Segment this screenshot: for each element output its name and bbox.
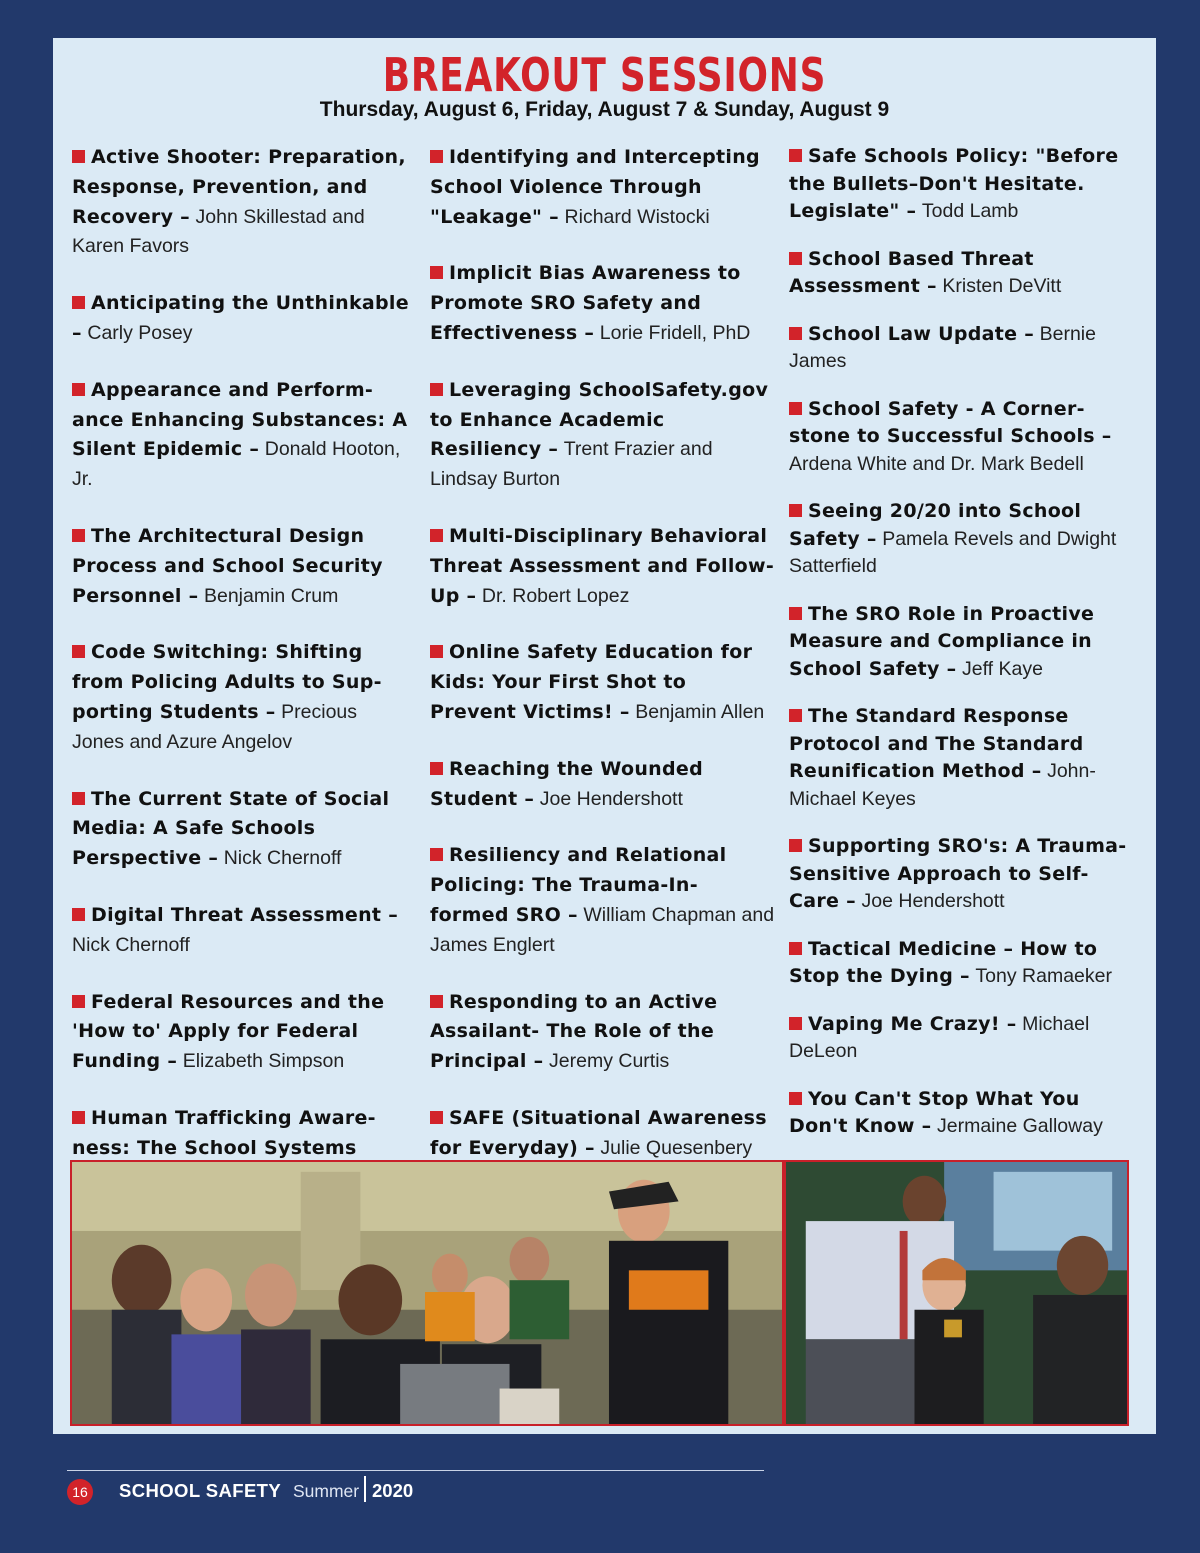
- session-item: [72, 289, 414, 349]
- red-square-bullet-icon: [430, 529, 443, 542]
- session-speaker: Michael DeLeon: [789, 1012, 1090, 1062]
- session-item: [72, 785, 414, 874]
- red-square-bullet-icon: [430, 150, 443, 163]
- sessions-column-1: [72, 143, 414, 1193]
- footer-rule: [67, 1470, 764, 1471]
- session-speaker: Precious Jones and Azure Angelov: [72, 700, 358, 753]
- session-item: [789, 703, 1134, 813]
- session-title: Leveraging SchoolSafety.gov to Enhance Academic Resiliency –: [430, 378, 769, 461]
- page-number: 16: [67, 1479, 93, 1505]
- red-square-bullet-icon: [789, 504, 802, 517]
- red-square-bullet-icon: [72, 1111, 85, 1124]
- red-square-bullet-icon: [72, 529, 85, 542]
- session-item: [430, 143, 775, 232]
- page-title: BREAKOUT SESSIONS: [382, 48, 827, 102]
- red-square-bullet-icon: [430, 995, 443, 1008]
- red-square-bullet-icon: [789, 1017, 802, 1030]
- red-square-bullet-icon: [789, 252, 802, 265]
- session-speaker: Joe Hendershott: [861, 890, 1005, 912]
- session-item: [72, 901, 414, 961]
- session-speaker: John Skillestad and Karen Favors: [72, 205, 365, 258]
- workshop-photo: [70, 1160, 784, 1426]
- session-speaker: Ardena White and Dr. Mark Bedell: [789, 452, 1084, 475]
- session-title: Federal Resources and the 'How to' Apply for Federal Funding –: [72, 990, 385, 1073]
- session-title: Digital Threat Assessment –: [91, 903, 399, 926]
- session-title: Online Safety Education for Kids: Your First Shot to Prevent Victims! –: [430, 641, 753, 723]
- session-speaker: Joe Hendershott: [539, 787, 683, 810]
- session-item: [72, 988, 414, 1077]
- session-item: [789, 498, 1134, 581]
- session-title: SAFE (Situational Awareness for Everyday) –: [430, 1106, 767, 1159]
- red-square-bullet-icon: [789, 327, 802, 340]
- session-title: Appearance and Perform-ance Enhancing Substances: A Silent Epidemic –: [72, 378, 408, 461]
- session-speaker: Kristen DeVitt: [942, 275, 1062, 297]
- session-speaker: Jermaine Galloway: [937, 1115, 1103, 1137]
- session-item: [789, 601, 1134, 684]
- red-square-bullet-icon: [789, 709, 802, 722]
- red-square-bullet-icon: [72, 908, 85, 921]
- session-item: [430, 755, 775, 815]
- red-square-bullet-icon: [72, 296, 85, 309]
- session-item: [72, 143, 414, 262]
- session-item: [789, 936, 1134, 991]
- session-title: The Architectural Design Process and School Security Personnel –: [72, 524, 383, 607]
- session-speaker: Bernie James: [789, 322, 1096, 372]
- session-title: Tactical Medicine – How to Stop the Dying –: [789, 937, 1098, 987]
- session-title: Resiliency and Relational Policing: The Trauma-In-formed SRO –: [430, 844, 727, 926]
- session-item: [72, 522, 414, 611]
- session-title: Implicit Bias Awareness to Promote SRO Safety and Effectiveness –: [430, 262, 741, 344]
- training-photo-image: [786, 1162, 1127, 1424]
- workshop-photo-image: [72, 1162, 782, 1424]
- session-item: [789, 833, 1134, 916]
- session-item: [430, 259, 775, 348]
- session-title: Reaching the Wounded Student –: [430, 757, 703, 810]
- session-title: Supporting SRO's: A Trauma-Sensitive Approach to Self-Care –: [789, 835, 1127, 912]
- red-square-bullet-icon: [789, 149, 802, 162]
- red-square-bullet-icon: [72, 383, 85, 396]
- session-item: [789, 321, 1134, 376]
- session-title: Identifying and Intercepting School Violence Through "Leakage" –: [430, 146, 760, 228]
- session-item: [430, 522, 775, 611]
- session-item: [72, 638, 414, 757]
- session-title: The Current State of Social Media: A Safe Schools Perspective –: [72, 787, 390, 870]
- session-title: Code Switching: Shifting from Policing Adults to Sup-porting Students –: [72, 641, 382, 723]
- sessions-column-2: [430, 143, 775, 1193]
- red-square-bullet-icon: [789, 1092, 802, 1105]
- session-item: [430, 841, 775, 960]
- magazine-name: SCHOOL SAFETY: [119, 1480, 282, 1501]
- red-square-bullet-icon: [430, 1111, 443, 1124]
- session-speaker: Elizabeth Simpson: [182, 1050, 345, 1073]
- red-square-bullet-icon: [789, 402, 802, 415]
- session-title: School Based Threat Assessment –: [789, 247, 1034, 297]
- issue-year: 2020: [372, 1480, 414, 1501]
- red-square-bullet-icon: [72, 995, 85, 1008]
- session-title: The Standard Response Protocol and The Standard Reunification Method –: [789, 705, 1084, 782]
- session-speaker: John-Michael Keyes: [789, 760, 1096, 810]
- session-title: School Law Update –: [808, 322, 1035, 345]
- red-square-bullet-icon: [72, 150, 85, 163]
- session-speaker: Benjamin Crum: [203, 584, 339, 607]
- session-speaker: Benjamin Allen: [635, 700, 765, 723]
- session-speaker: Donald Hooton, Jr.: [72, 438, 401, 491]
- session-speaker: Dr. Robert Lopez: [481, 584, 630, 607]
- red-square-bullet-icon: [430, 266, 443, 279]
- session-item: [789, 396, 1134, 479]
- red-square-bullet-icon: [72, 792, 85, 805]
- red-square-bullet-icon: [430, 762, 443, 775]
- session-speaker: William Chapman and James Englert: [430, 903, 775, 956]
- session-speaker: Tony Ramaeker: [975, 965, 1112, 987]
- red-square-bullet-icon: [430, 848, 443, 861]
- red-square-bullet-icon: [430, 383, 443, 396]
- footer-divider: [364, 1476, 366, 1502]
- session-speaker: Pamela Revels and Dwight Satterfield: [789, 527, 1117, 577]
- red-square-bullet-icon: [789, 607, 802, 620]
- session-speaker: Carly Posey: [87, 321, 193, 344]
- session-speaker: Richard Wistocki: [564, 205, 710, 228]
- session-title: Anticipating the Unthinkable –: [72, 292, 409, 344]
- event-dates: Thursday, August 6, Friday, August 7 & Sunday, August 9: [319, 98, 890, 121]
- red-square-bullet-icon: [789, 942, 802, 955]
- session-speaker: Nick Chernoff: [223, 847, 342, 870]
- session-speaker: Jeff Kaye: [962, 657, 1043, 680]
- red-square-bullet-icon: [430, 645, 443, 658]
- session-item: [789, 143, 1134, 226]
- session-speaker: Jeremy Curtis: [549, 1050, 670, 1073]
- session-title: You Can't Stop What You Don't Know –: [789, 1087, 1080, 1137]
- session-speaker: Todd Lamb: [921, 200, 1019, 222]
- red-square-bullet-icon: [789, 839, 802, 852]
- session-item: [430, 988, 775, 1077]
- session-title: School Safety - A Corner-stone to Successful Schools –: [789, 397, 1112, 447]
- session-item: [72, 376, 414, 495]
- issue-season: Summer: [293, 1481, 360, 1501]
- session-title: Multi-Disciplinary Behavioral Threat Assessment and Follow-Up –: [430, 524, 775, 607]
- session-title: Human Trafficking Aware-ness: The School Systems: [72, 1106, 376, 1159]
- session-item: [789, 1086, 1134, 1141]
- session-speaker: Julie Quesenbery: [600, 1136, 753, 1159]
- session-title: Safe Schools Policy: "Before the Bullets–Don't Hesitate. Legislate" –: [789, 145, 1119, 222]
- session-title: Responding to an Active Assailant- The Role of the Principal –: [430, 990, 718, 1073]
- sessions-column-3: [789, 143, 1134, 1141]
- session-title: The SRO Role in Proactive Measure and Compliance in School Safety –: [789, 602, 1095, 680]
- content-panel: [53, 38, 1156, 1434]
- session-title: Vaping Me Crazy! –: [808, 1012, 1017, 1035]
- session-item: [430, 638, 775, 727]
- training-photo: [784, 1160, 1129, 1426]
- session-speaker: Trent Frazier and Lindsay Burton: [430, 438, 713, 491]
- session-item: [789, 1011, 1134, 1066]
- session-title: Seeing 20/20 into School Safety –: [789, 500, 1082, 550]
- session-speaker: Lorie Fridell, PhD: [599, 321, 751, 344]
- session-speaker: Nick Chernoff: [72, 933, 190, 956]
- session-title: Active Shooter: Preparation, Response, Prevention, and Recovery –: [72, 146, 406, 228]
- red-square-bullet-icon: [72, 645, 85, 658]
- session-item: [789, 246, 1134, 301]
- session-item: [430, 376, 775, 495]
